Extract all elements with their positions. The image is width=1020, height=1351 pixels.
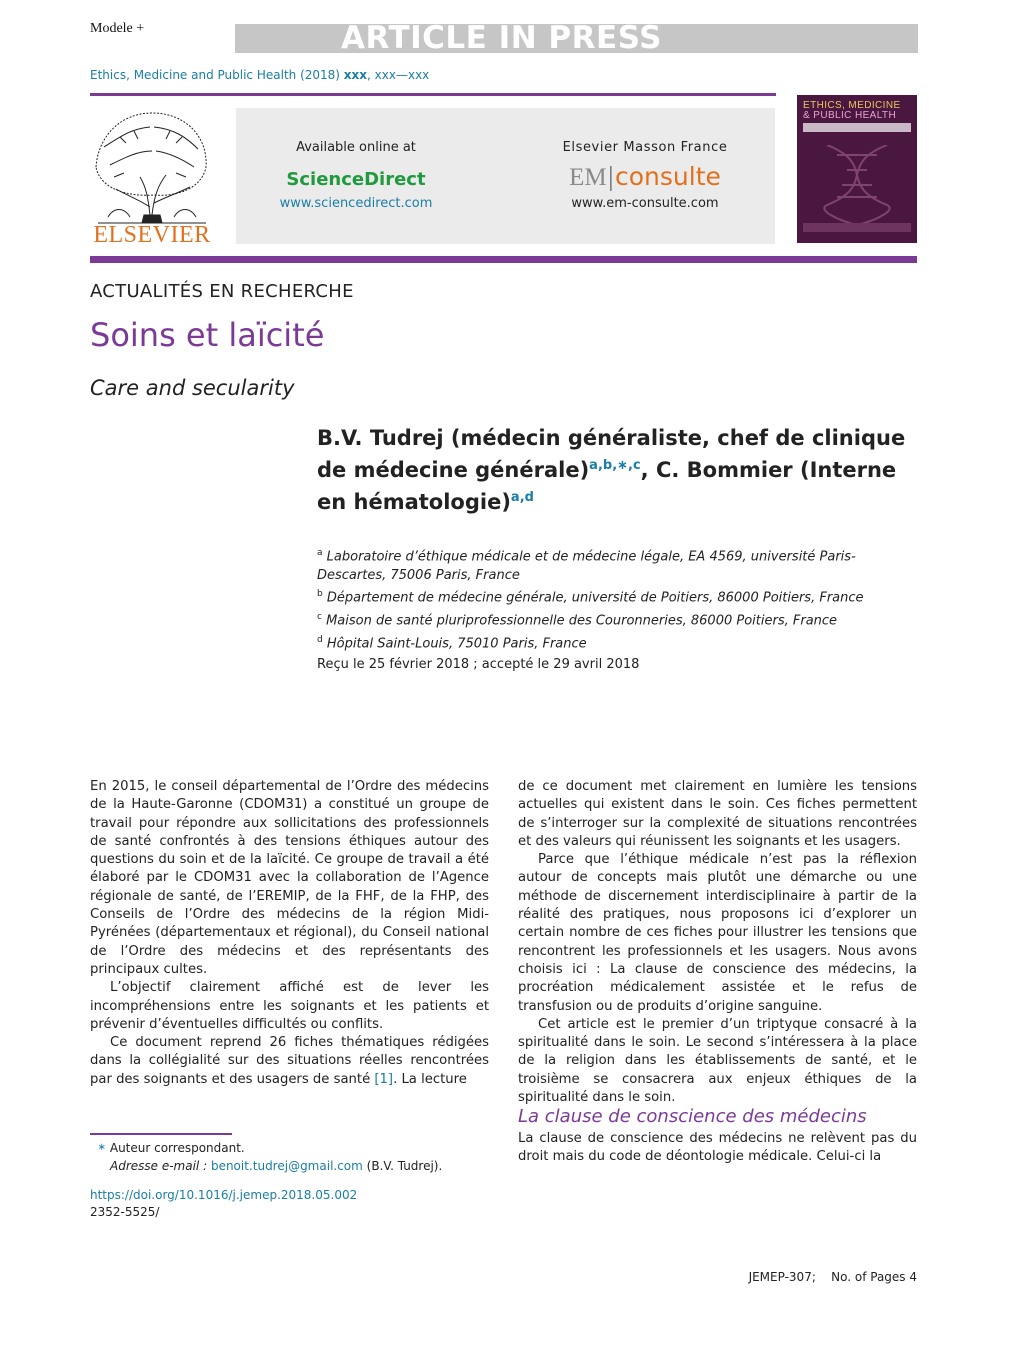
journal-name: Ethics, Medicine and Public Health (2018): [90, 68, 340, 82]
footnote: [90, 1139, 510, 1175]
article-in-press-banner: [235, 20, 918, 56]
paragraph: [90, 1034, 489, 1089]
affiliation-text: Maison de santé pluriprofessionnelle des Couronneries, 86000 Poitiers, France: [326, 613, 838, 629]
author-1-affiliation-marks[interactable]: a,b,∗,c: [589, 458, 641, 473]
corresponding-author-note: [90, 1139, 510, 1157]
article-subtitle: Care and secularity: [90, 376, 295, 400]
elsevier-wordmark: ELSEVIER: [93, 222, 211, 248]
paragraph: Parce que l’éthique médicale n’est pas la réflexion autour de concepts mais plutôt une démarche ou une méthode de discernement interdisciplinaire à partir de la réalité des pratiques, nous proposons ici d’explorer un certain nombre de ces fiches pour illustrer les tensions que rencontrent les professionnels et les usagers. Nous avons choisis ici : La clause de conscience des médecins, la procréation médicalement assistée et le refus de transfusion ou de produits d’origine sanguine.: [518, 852, 917, 1014]
paragraph: Cet article est le premier d’un triptyque consacré à la spiritualité dans le soin. Le second s’intéressera à la place de la religion dans les établissements de santé, et le troisième se consacrera aux enjeux éthiques de la spiritualité dans le soin.: [518, 1016, 917, 1106]
cover-title-line2: & PUBLIC HEALTH: [803, 110, 897, 121]
affiliation-text: Département de médecine générale, université de Poitiers, 86000 Poitiers, France: [326, 590, 864, 606]
affiliation-c: [317, 608, 917, 631]
affiliation-text: Laboratoire d’éthique médicale et de médecine légale, EA 4569, université Paris-Descartes, 75006 Paris, France: [317, 549, 856, 583]
affiliation-mark: c: [317, 612, 322, 623]
paragraph-text: Ce document reprend 26 fiches thématiques rédigées dans la collégialité sur des situations réelles rencontrées par des soignants et des usagers de santé: [90, 1035, 489, 1087]
paragraph: L’objectif clairement affiché est de lever les incompréhensions entre les soignants et les patients et prévenir d’éventuelles difficultés ou conflits.: [90, 980, 489, 1032]
available-online-label: Available online at: [296, 140, 416, 155]
corresponding-label: Auteur correspondant.: [109, 1141, 245, 1155]
email-link[interactable]: benoit.tudrej@gmail.com: [210, 1159, 363, 1173]
journal-volume: xxx: [343, 68, 368, 82]
cover-title: [803, 101, 911, 121]
article-title: Soins et laïcité: [90, 316, 325, 354]
section-label: ACTUALITÉS EN RECHERCHE: [90, 281, 354, 302]
paragraph: La clause de conscience des médecins ne relèvent pas du droit mais du code de déontologie médicale. Celui-ci la: [518, 1130, 917, 1164]
email-label: Adresse e-mail :: [110, 1159, 208, 1173]
body-left-column: [90, 778, 489, 1089]
em-logo-divider: |: [606, 162, 616, 191]
sciencedirect-logo[interactable]: ScienceDirect: [286, 169, 426, 190]
affiliation-b: [317, 585, 917, 608]
page-info: JEMEP-307; No. of Pages 4: [748, 1270, 917, 1284]
affiliation-mark: d: [317, 634, 323, 645]
paragraph: de ce document met clairement en lumière les tensions actuelles qui existent dans le soin. Ces fiches permettent de s’interroger sur la complexité de situations rencontrées et des valeurs qui réunissent les soignants et les usagers.: [518, 779, 917, 849]
author-1: B.V. Tudrej (médecin généraliste, chef de clinique de médecine générale): [317, 426, 906, 482]
em-logo-consulte: consulte: [615, 162, 721, 191]
paragraph-text: . La lecture: [393, 1071, 467, 1087]
author-list: [317, 425, 917, 516]
footnote-star: ∗: [97, 1142, 107, 1153]
affiliation-mark: b: [317, 589, 323, 600]
model-label: Modele +: [90, 21, 145, 36]
cover-title-line1: ETHICS, MEDICINE: [803, 100, 901, 111]
journal-reference[interactable]: [90, 68, 429, 82]
affiliations: [317, 544, 917, 654]
cover-footer-band: [803, 223, 911, 232]
author-2-affiliation-marks[interactable]: a,d: [510, 490, 534, 505]
doi-link[interactable]: https://doi.org/10.1016/j.jemep.2018.05.002: [90, 1188, 358, 1202]
header-bottom-rule: [90, 256, 917, 263]
article-status: ARTICLE IN PRESS: [341, 20, 662, 56]
author-separator: ,: [640, 458, 656, 482]
affiliation-a: [317, 544, 917, 585]
affiliation-mark: a: [317, 548, 323, 558]
citation-link[interactable]: [1]: [374, 1071, 394, 1087]
dna-helix-icon: [817, 145, 897, 225]
issn: 2352-5525/: [90, 1205, 160, 1219]
paragraph: En 2015, le conseil départemental de l’Ordre des médecins de la Haute-Garonne (CDOM31) a constitué un groupe de travail pour répondre aux sollicitations des professionnels de santé confrontés à des tensions éthiques autour des questions du soin et de la laïcité. Ce groupe de travail a été élaboré par le CDOM31 avec la collaboration de l’Agence régionale de santé, de l’EREMIP, de la FHF, de la FHP, des Conseils de l’Ordre des médecins de la région Midi-Pyrénées (départementaux et régional), du Conseil national de l’Ordre des médecins et des représentants des principaux cultes.: [90, 779, 489, 977]
body-right-column: [518, 778, 917, 1166]
email-line: [90, 1157, 510, 1175]
elsevier-masson-label: Elsevier Masson France: [562, 140, 728, 155]
received-dates: Reçu le 25 février 2018 ; accepté le 29 avril 2018: [317, 657, 640, 672]
cover-stripe: [803, 123, 911, 132]
header-rule: [90, 93, 776, 96]
sciencedirect-link[interactable]: www.sciencedirect.com: [279, 196, 433, 211]
email-owner: (B.V. Tudrej).: [366, 1159, 443, 1173]
em-logo-em: EM: [569, 164, 607, 191]
affiliation-text: Hôpital Saint-Louis, 75010 Paris, France: [326, 636, 587, 652]
em-consulte-logo[interactable]: [530, 162, 760, 192]
section-heading: La clause de conscience des médecins: [518, 1106, 867, 1128]
footnote-rule: [90, 1133, 232, 1135]
journal-pages: , xxx—xxx: [367, 68, 430, 82]
affiliation-d: [317, 631, 917, 654]
author-2: C. Bommier (Interne en hématologie): [317, 458, 897, 514]
em-consulte-link[interactable]: www.em-consulte.com: [571, 196, 719, 211]
journal-cover-image: [797, 95, 917, 243]
